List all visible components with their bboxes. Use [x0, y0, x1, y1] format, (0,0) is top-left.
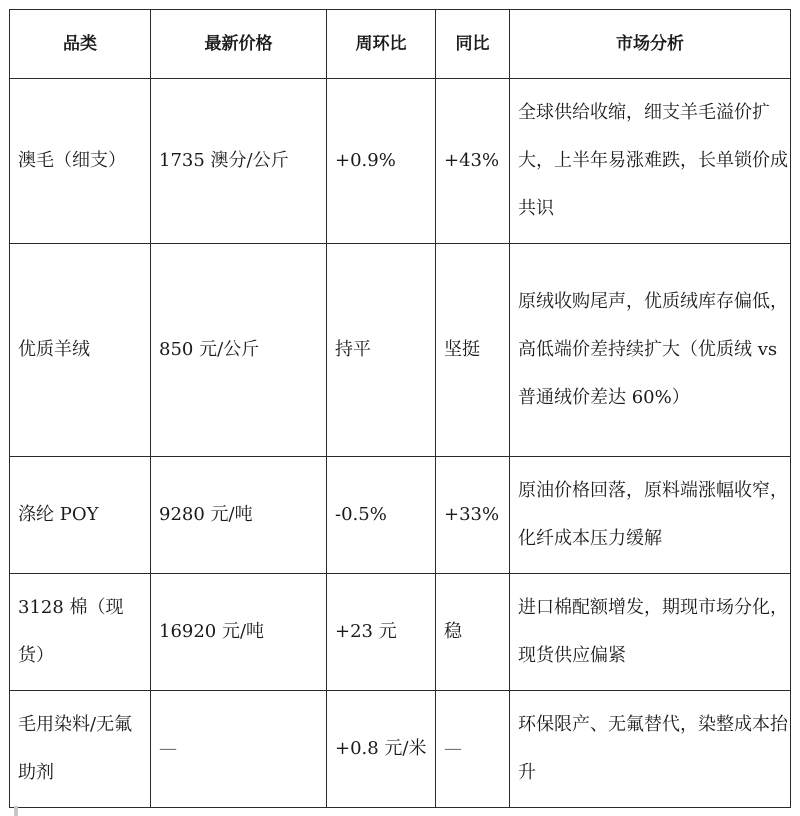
cell-price: 850 元/公斤: [151, 244, 327, 457]
cell-wow: +23 元: [327, 574, 436, 691]
header-analysis: 市场分析: [510, 10, 791, 79]
cell-category: 毛用染料/无氟助剂: [10, 691, 151, 808]
cell-analysis: 原油价格回落，原料端涨幅收窄，化纤成本压力缓解: [510, 457, 791, 574]
header-category: 品类: [10, 10, 151, 79]
cell-yoy: —: [436, 691, 510, 808]
cell-analysis: 进口棉配额增发，期现市场分化，现货供应偏紧: [510, 574, 791, 691]
cell-price: —: [151, 691, 327, 808]
cell-category: 澳毛（细支）: [10, 79, 151, 244]
header-yoy: 同比: [436, 10, 510, 79]
cell-price: 9280 元/吨: [151, 457, 327, 574]
header-wow: 周环比: [327, 10, 436, 79]
cell-wow: +0.8 元/米: [327, 691, 436, 808]
cell-category: 优质羊绒: [10, 244, 151, 457]
table-row: [10, 79, 791, 244]
cell-analysis: 环保限产、无氟替代，染整成本抬升: [510, 691, 791, 808]
cell-wow: +0.9%: [327, 79, 436, 244]
cell-analysis: 原绒收购尾声，优质绒库存偏低，高低端价差持续扩大（优质绒 vs 普通绒价差达 60%）: [510, 244, 791, 457]
cell-yoy: +33%: [436, 457, 510, 574]
cell-category: 3128 棉（现货）: [10, 574, 151, 691]
cell-wow: -0.5%: [327, 457, 436, 574]
cell-price: 1735 澳分/公斤: [151, 79, 327, 244]
scan-edge-mark: [14, 806, 18, 816]
cell-wow: 持平: [327, 244, 436, 457]
cell-yoy: +43%: [436, 79, 510, 244]
cell-price: 16920 元/吨: [151, 574, 327, 691]
header-row: [10, 10, 791, 79]
cell-analysis: 全球供给收缩，细支羊毛溢价扩大，上半年易涨难跌，长单锁价成共识: [510, 79, 791, 244]
cell-category: 涤纶 POY: [10, 457, 151, 574]
market-price-table: [9, 9, 791, 808]
table-row: [10, 457, 791, 574]
header-price: 最新价格: [151, 10, 327, 79]
table-row: [10, 691, 791, 808]
table-row: [10, 244, 791, 457]
cell-yoy: 稳: [436, 574, 510, 691]
cell-yoy: 坚挺: [436, 244, 510, 457]
table-row: [10, 574, 791, 691]
